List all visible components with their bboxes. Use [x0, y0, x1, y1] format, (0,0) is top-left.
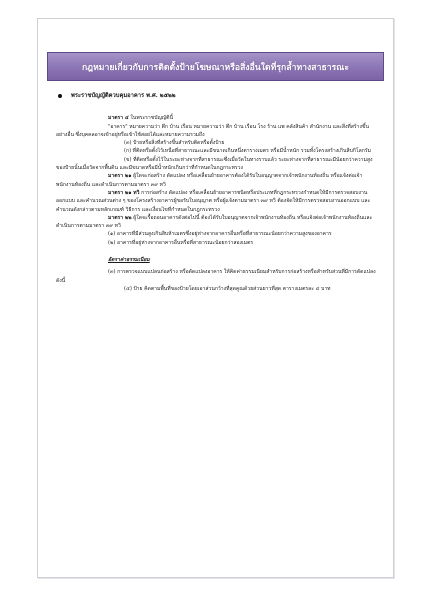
section-heading: [58, 92, 378, 100]
paragraph-text: ในพระราชบัญญัตินี้: [128, 115, 173, 122]
paragraph-section-21-bis: [56, 189, 378, 214]
paragraph-definition: "อาคาร" หมายความว่า ตึก บ้าน เรือน หมายความว่า ตึก บ้าน เรือน โรง ร้าน แพ คลังสินค้า สำนักงาน และสิ่งที่สร้างขึ้นอย่างอื่น ซึ่งบุคคลอาจเข้าอยู่หรือเข้าใช้สอยได้และหมายความรวมถึง: [56, 123, 369, 138]
section-label: มาตรา ๒๒: [108, 214, 132, 221]
document-body: [56, 92, 378, 293]
title-banner: [47, 52, 384, 81]
section-heading-text: พระราชบัญญัติควบคุมอาคาร พ.ศ. ๒๕๒๒: [71, 93, 176, 99]
paragraph-item-3: (๓) ป้ายหรือสิ่งที่สร้างขึ้นสำหรับติดหรือตั้งป้าย: [124, 140, 225, 147]
paragraph-item-1: (๑) อาคารที่มีส่วนสูงเกินสิบห้าเมตรซึ่งอยู่ห่างจากอาคารอื่นหรือที่สาธารณะน้อยกว่าความสูงของอาคาร: [108, 231, 332, 238]
paragraph-item-b: (ข) ที่ติดหรือตั้งไว้ในระยะห่างจากที่สาธารณะซึ่งเมื่อวัดในทางราบแล้ว ระยะห่างจากที่สาธารณะมีน้อยกว่าความสูงของป้ายนั้นเมื่อวัดจากพื้นดิน และมีขนาดหรือมีน้ำหนักเกินกว่าที่กำหนดในกฎกระทรวง: [56, 156, 373, 172]
section-label: มาตรา ๔: [108, 115, 129, 122]
paragraph-text: ผู้ใดจะรื้อถอนอาคารดังต่อไปนี้ ต้องได้รับใบอนุญาตจากเจ้าพนักงานท้องถิ่น หรือแจ้งต่อเจ้าพนักงานท้องถิ่นและดำเนินการตามมาตรา ๓๙ ทวิ: [56, 214, 373, 230]
paragraph-text: ผู้ใดจะก่อสร้าง ดัดแปลง หรือเคลื่อนย้ายอาคารต้องได้รับใบอนุญาตจากเจ้าพนักงานท้องถิ่น หรือแจ้งต่อเจ้าพนักงานท้องถิ่น และดำเนินการตามมาตรา ๓๙ ทวิ: [56, 173, 363, 188]
paragraph-section-22: [56, 214, 378, 231]
paragraph-fee-4: (๔) ป้าย คิดตามพื้นที่ของป้ายโดยเอาส่วนกว้างที่สุดคูณด้วยส่วนยาวที่สุด ตารางเมตรละ ๔ บาท: [124, 285, 331, 292]
paragraph-fee-3: (๓) การตรวจแบบแปลนก่อสร้าง หรือดัดแปลงอาคาร ให้คิดค่าธรรมเนียมสำหรับการก่อสร้างหรือสำหรับส่วนที่มีการดัดแปลง ดังนี้: [56, 269, 376, 284]
bullet-icon: [58, 94, 62, 98]
page-title: กฎหมายเกี่ยวกับการติดตั้งป้ายโฆษณาหรือสิ่งอื่นใดที่รุกล้ำทางสาธารณะ: [82, 62, 349, 73]
paragraph-text: การก่อสร้าง ดัดแปลง หรือเคลื่อนย้ายอาคารชนิดหรือประเภทที่กฎกระทรวงกำหนดให้มีการตรวจสอบงานออกแบบ และคำนวณส่วนต่าง ๆ ของโครงสร้างอาคารผู้ขอรับใบอนุญาต หรือผู้แจ้งตามมาตรา ๓๙ ทวิ ต้องจัดให้มีการตรวจสอบงานออกแบบ และคำนวณดังกล่าวตามหลักเกณฑ์ วิธีการ และเงื่อนไขที่กำหนดในกฎกระทรวง: [56, 189, 371, 213]
section-label: มาตรา ๒๑ ทวิ: [108, 189, 140, 196]
paragraph-item-2: (๒) อาคารที่อยู่ห่างจากอาคารอื่นหรือที่สาธารณะน้อยกว่าสองเมตร: [108, 239, 254, 246]
paragraph-section-4: [56, 114, 378, 122]
paragraph-section-21: [56, 172, 378, 189]
paragraph-item-a: (ก) ที่ติดหรือตั้งไว้เหนือที่สาธารณะและมีขนาดเกินหนึ่งตารางเมตร หรือมีน้ำหนัก รวมทั้งโครงสร้างเกินสิบกิโลกรัม: [124, 148, 371, 155]
section-label: มาตรา ๒๑: [108, 173, 132, 180]
fee-subheading: อัตราค่าธรรมเนียม: [108, 257, 150, 264]
